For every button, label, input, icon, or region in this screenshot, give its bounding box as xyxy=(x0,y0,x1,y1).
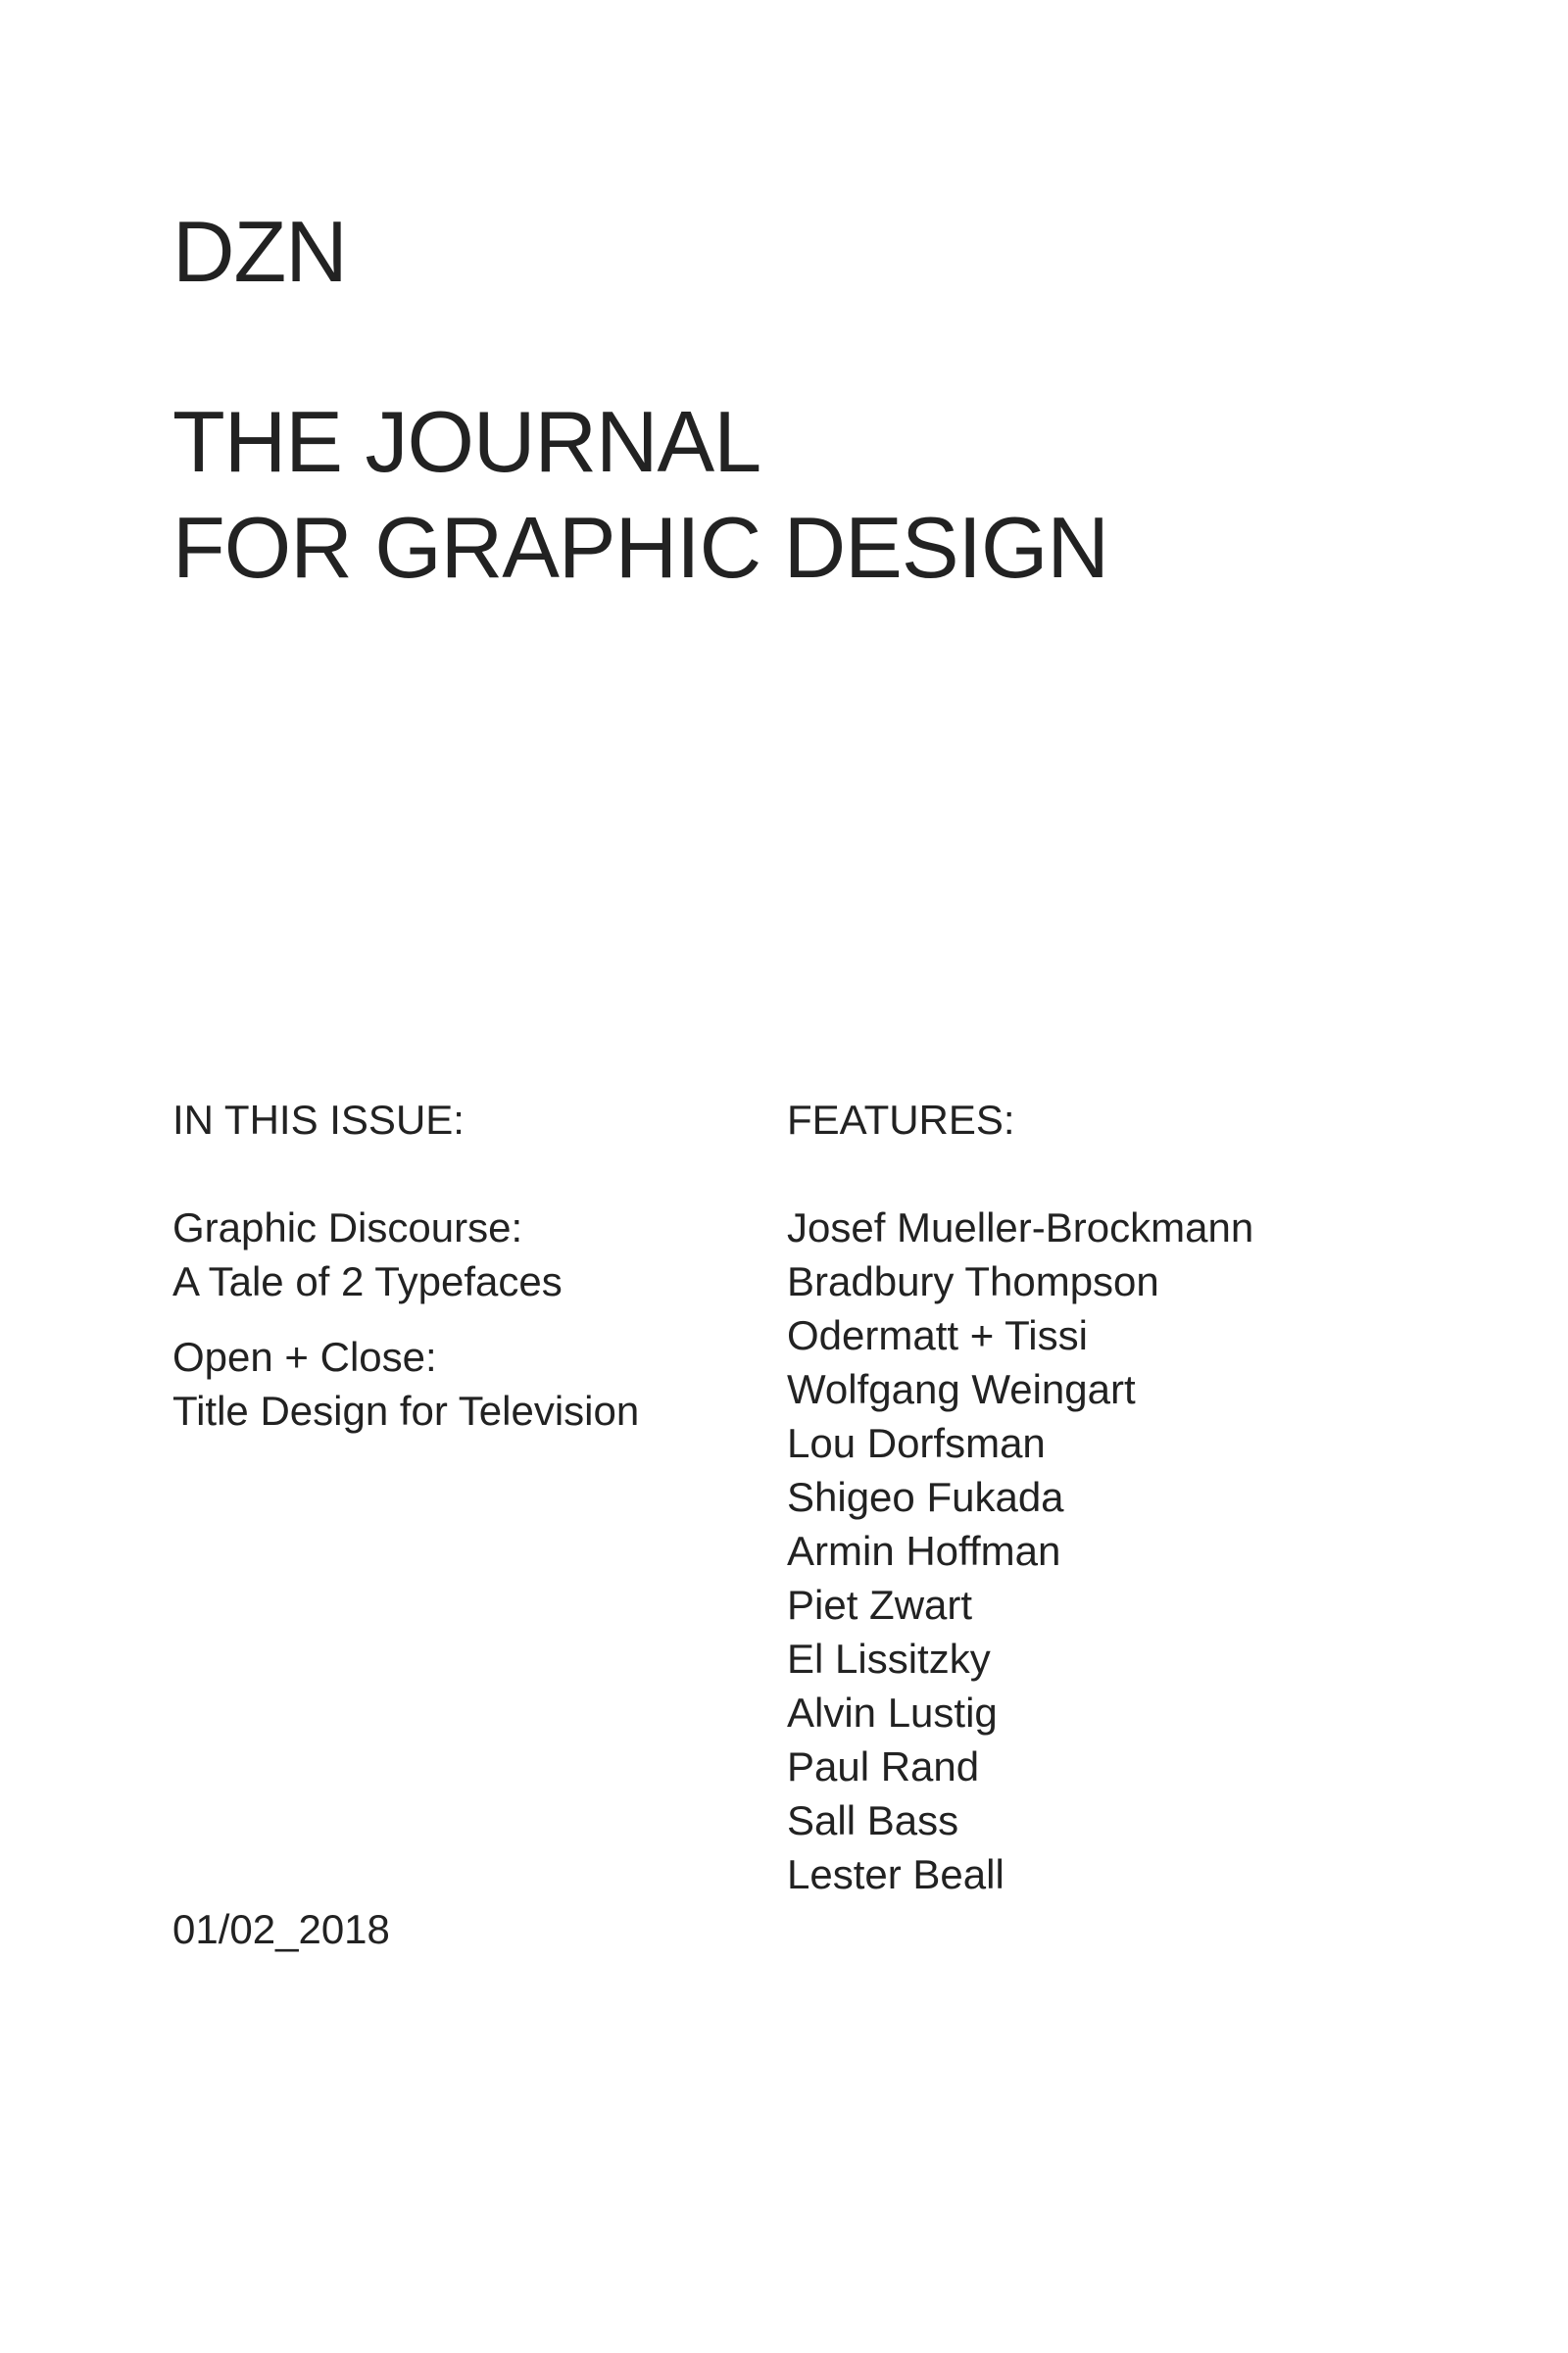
features-list xyxy=(787,1201,1473,1901)
in-this-issue-heading: IN THIS ISSUE: xyxy=(172,1097,465,1143)
feature-name: Sall Bass xyxy=(787,1797,959,1843)
feature-name: Shigeo Fukada xyxy=(787,1474,1064,1520)
journal-title xyxy=(172,389,1108,601)
feature-name: Paul Rand xyxy=(787,1743,980,1789)
issue-date: 01/02_2018 xyxy=(172,1906,390,1952)
feature-name: Lester Beall xyxy=(787,1851,1004,1897)
issue-article-title: Graphic Discourse: xyxy=(172,1204,523,1250)
issue-article xyxy=(172,1330,760,1438)
issue-article-subtitle: A Tale of 2 Typefaces xyxy=(172,1258,563,1304)
feature-name: El Lissitzky xyxy=(787,1636,991,1682)
feature-name: Lou Dorfsman xyxy=(787,1420,1046,1466)
feature-name: Wolfgang Weingart xyxy=(787,1366,1136,1412)
issue-article-subtitle: Title Design for Television xyxy=(172,1388,640,1434)
journal-title-line-2: FOR GRAPHIC DESIGN xyxy=(172,499,1108,596)
brand-logotype: DZN xyxy=(172,203,347,300)
features-section xyxy=(787,1093,1473,1901)
journal-title-line-1: THE JOURNAL xyxy=(172,393,761,490)
issue-article-title: Open + Close: xyxy=(172,1334,437,1380)
features-heading: FEATURES: xyxy=(787,1097,1015,1143)
feature-name: Bradbury Thompson xyxy=(787,1258,1159,1304)
feature-name: Alvin Lustig xyxy=(787,1690,998,1736)
feature-name: Armin Hoffman xyxy=(787,1528,1061,1574)
feature-name: Odermatt + Tissi xyxy=(787,1312,1088,1358)
feature-name: Piet Zwart xyxy=(787,1582,973,1628)
feature-name: Josef Mueller-Brockmann xyxy=(787,1204,1254,1250)
in-this-issue-section xyxy=(172,1093,760,1459)
issue-article xyxy=(172,1201,760,1308)
